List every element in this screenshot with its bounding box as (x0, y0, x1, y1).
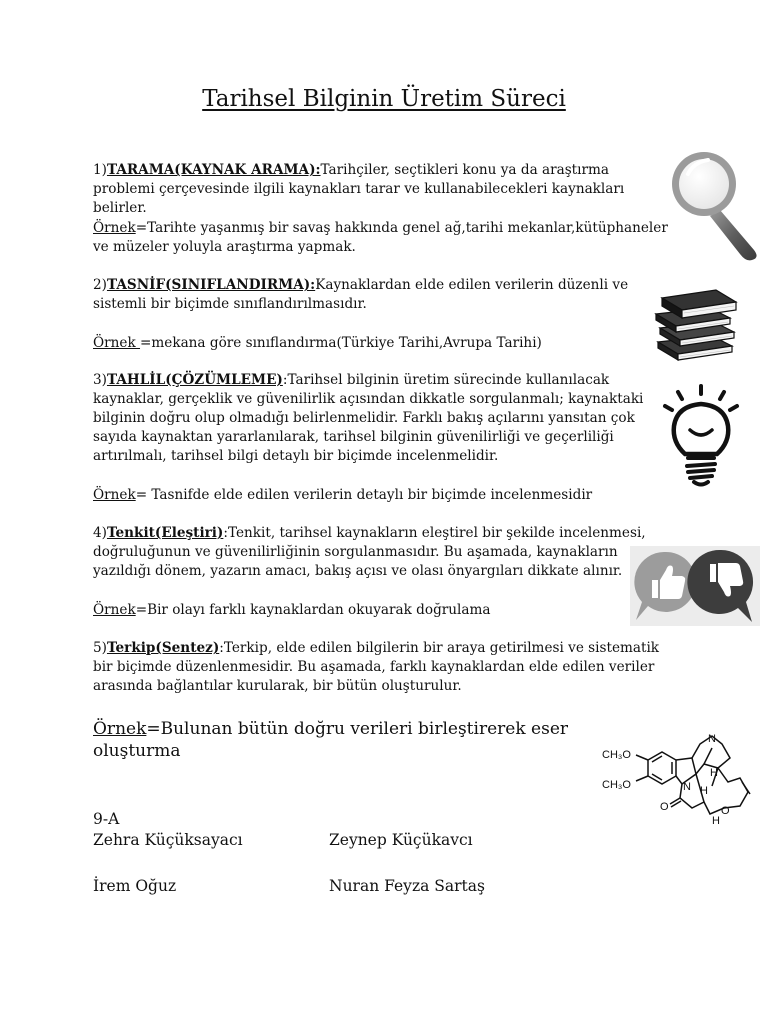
student-name: İrem Oğuz (93, 877, 177, 895)
student-name: Zehra Küçüksayacı (93, 831, 243, 849)
section-number: 5) (93, 640, 107, 656)
section-number: 1) (93, 162, 107, 178)
books-icon (652, 282, 740, 362)
section-tasnif (93, 276, 673, 314)
example-terkip (93, 718, 653, 762)
section-terkip (93, 639, 663, 696)
example-label: Örnek (93, 220, 136, 236)
section-number: 3) (93, 372, 107, 388)
section-text: :Tarihsel bilginin üretim sürecinde kullanılacak kaynaklar, gerçeklik ve güvenilirlik açısından dikkatle sorgulanmalı; kaynaktaki bilginin doğru olup olmadığı belirlenmelidir. Farklı bakış açılarını yansıtan çok sayıda kaynaktan yararlanılarak, tarihsel bilginin güvenilirliği ve geçerliliği artırılmalı, tarihsel bilgi detaylı bir biçimde incelenmelidir. (93, 372, 644, 464)
nitrogen-label: N (708, 733, 716, 745)
section-text: :Terkip, elde edilen bilgilerin bir araya getirilmesi ve sistematik bir biçimde düzenlenmesidir. Bu aşamada, farklı kaynaklardan elde edilen veriler arasında bağlantılar kurularak, bir bütün oluşturulur. (93, 640, 660, 694)
example-tenkit (93, 601, 673, 620)
example-tarama (93, 219, 673, 257)
section-heading: TAHLİL(ÇÖZÜMLEME) (106, 372, 283, 388)
section-heading: TARAMA(KAYNAK ARAMA): (106, 162, 321, 178)
example-label: Örnek (93, 602, 136, 618)
molecule-structure (600, 728, 764, 826)
example-text: =Bir olayı farklı kaynaklardan okuyarak doğrulama (135, 602, 491, 618)
section-tenkit (93, 524, 653, 581)
section-heading: Terkip(Sentez) (106, 640, 220, 656)
thumbs-up-down-icon (630, 546, 760, 626)
oxygen-label: O (660, 801, 669, 813)
section-tahlil (93, 371, 653, 466)
page-title: Tarihsel Bilginin Üretim Süreci (202, 86, 566, 112)
section-tarama (93, 161, 673, 218)
example-label: Örnek (93, 719, 147, 739)
example-text: = Tasnifde elde edilen verilerin detaylı bir biçimde incelenmesidir (135, 487, 593, 503)
section-text: Tarihçiler, seçtikleri konu ya da araştırma problemi çerçevesinde ilgili kaynakları tarar ve kullanabilecekleri kaynakları belirler. (93, 162, 625, 216)
hydrogen-label: H (710, 767, 718, 779)
oxygen-label: O (721, 805, 730, 817)
example-text: =Tarihte yaşanmış bir savaş hakkında genel ağ,tarihi mekanlar,kütüphaneler ve müzeler yoluyla araştırma yapmak. (93, 220, 668, 255)
section-text: :Tenkit, tarihsel kaynakların eleştirel bir şekilde incelenmesi, doğruluğunun ve güvenilirliğinin sorgulanmasıdır. Bu aşamada, kaynakların yazıldığı dönem, yazarın amacı, bakış açısı ve olası önyargıları dikkate alınır. (93, 525, 646, 579)
methoxy-label: CH₃O (602, 749, 631, 761)
magnifier-icon (668, 144, 764, 262)
section-number: 4) (93, 525, 107, 541)
example-label: Örnek (93, 335, 141, 351)
lightbulb-icon (660, 384, 742, 488)
hydrogen-label: H (700, 785, 708, 797)
example-text: =mekana göre sınıflandırma(Türkiye Tarihi,Avrupa Tarihi) (140, 335, 542, 351)
student-name: Zeynep Küçükavcı (329, 831, 473, 849)
example-tasnif (93, 334, 673, 353)
section-heading: Tenkit(Eleştiri) (106, 525, 224, 541)
hydrogen-label: H (712, 815, 720, 826)
example-text: =Bulunan bütün doğru verileri birleştirerek eser oluşturma (93, 719, 569, 761)
methoxy-label: CH₃O (602, 779, 631, 791)
example-tahlil (93, 486, 673, 505)
student-name: Nuran Feyza Sartaş (329, 877, 485, 895)
example-label: Örnek (93, 487, 136, 503)
section-text: Kaynaklardan elde edilen verilerin düzenli ve sistemli bir biçimde sınıflandırılmasıdır. (93, 277, 629, 312)
nitrogen-label: N (683, 781, 691, 793)
section-number: 2) (93, 277, 107, 293)
section-heading: TASNİF(SINIFLANDIRMA): (106, 277, 316, 293)
class-label: 9-A (93, 810, 120, 828)
